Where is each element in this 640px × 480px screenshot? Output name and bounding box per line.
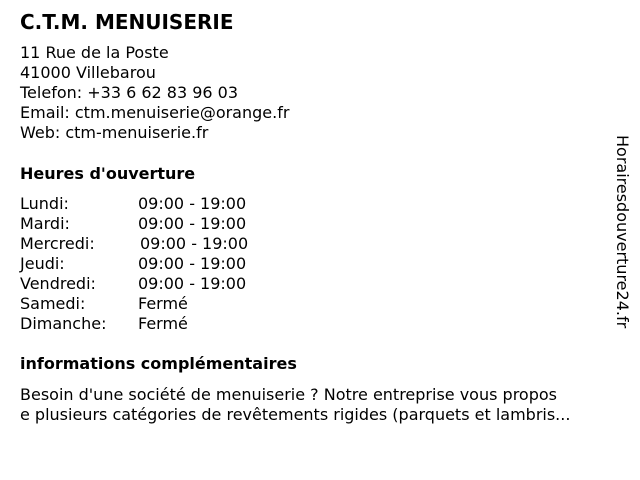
hours-day: Mercredi: xyxy=(20,234,95,253)
contact-block xyxy=(20,43,289,143)
hours-time: Fermé xyxy=(138,294,188,313)
hours-time: Fermé xyxy=(138,314,188,333)
hours-heading: Heures d'ouverture xyxy=(20,164,196,183)
hours-day: Vendredi: xyxy=(20,274,96,293)
hours-day: Jeudi: xyxy=(20,254,65,273)
website: Web: ctm-menuiserie.fr xyxy=(20,123,209,142)
hours-time: 09:00 - 19:00 xyxy=(138,194,247,213)
site-watermark: Horairesdouverture24.fr xyxy=(613,135,632,329)
hours-time: 09:00 - 19:00 xyxy=(138,214,247,233)
phone-number: Telefon: +33 6 62 83 96 03 xyxy=(20,83,239,102)
info-heading: informations complémentaires xyxy=(20,354,297,373)
street-address: 11 Rue de la Poste xyxy=(20,43,169,62)
hours-day: Lundi: xyxy=(20,194,69,213)
hours-day: Samedi: xyxy=(20,294,86,313)
hours-day: Mardi: xyxy=(20,214,70,233)
hours-time: 09:00 - 19:00 xyxy=(138,274,247,293)
info-line: Besoin d'une société de menuiserie ? Notre entreprise vous propos xyxy=(20,385,557,404)
hours-day: Dimanche: xyxy=(20,314,107,333)
business-name: C.T.M. MENUISERIE xyxy=(20,10,234,34)
info-description xyxy=(20,385,620,425)
info-line: e plusieurs catégories de revêtements rigides (parquets et lambris... xyxy=(20,405,571,424)
hours-time: 09:00 - 19:00 xyxy=(140,234,249,253)
hours-time: 09:00 - 19:00 xyxy=(138,254,247,273)
email-address: Email: ctm.menuiserie@orange.fr xyxy=(20,103,290,122)
city-address: 41000 Villebarou xyxy=(20,63,156,82)
